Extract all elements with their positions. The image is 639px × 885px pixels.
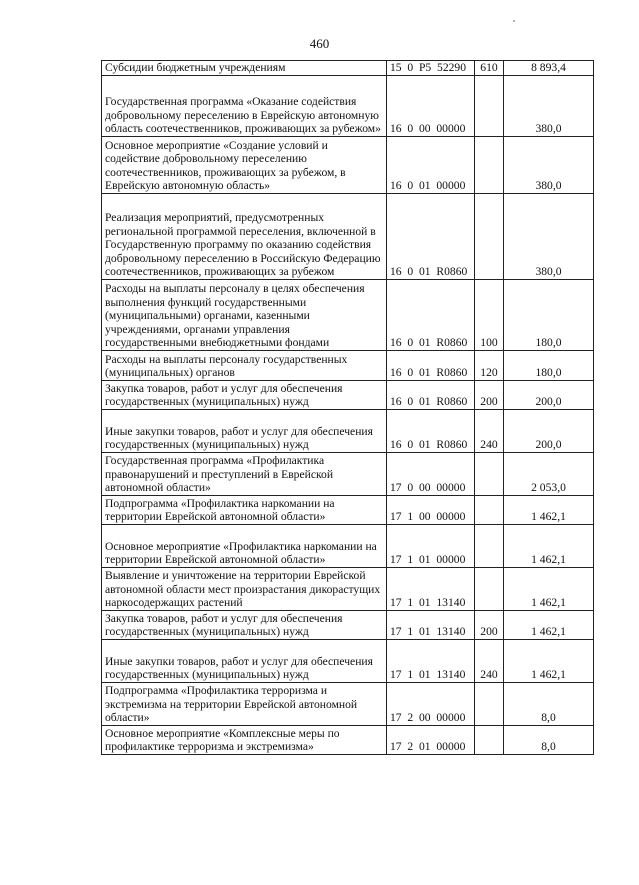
row-expense-type-cell: [475, 496, 504, 525]
row-name-cell: Иные закупки товаров, работ и услуг для обеспечения государственных (муниципальных) нужд: [102, 640, 387, 683]
row-sum-cell: 1 462,1: [504, 568, 594, 611]
row-sum-cell: 1 462,1: [504, 640, 594, 683]
scan-speck: [513, 20, 515, 22]
row-code-cell: 17 1 01 13140: [387, 611, 475, 640]
row-expense-type-cell: 240: [475, 640, 504, 683]
row-code-cell: 15 0 P5 52290: [387, 61, 475, 76]
row-name-cell: Субсидии бюджетным учреждениям: [102, 61, 387, 76]
row-code-cell: 17 2 00 00000: [387, 683, 475, 726]
table-row: [102, 410, 594, 453]
row-expense-type-cell: [475, 137, 504, 194]
row-expense-type-cell: 100: [475, 280, 504, 351]
row-code-cell: 16 0 01 R0860: [387, 351, 475, 381]
row-sum-cell: 8,0: [504, 726, 594, 755]
row-name-cell: Расходы на выплаты персоналу государственных (муниципальных) органов: [102, 351, 387, 381]
row-name-cell: Расходы на выплаты персоналу в целях обеспечения выполнения функций государственными (муниципальными) органами, казенными учреждениями, органами управления государственными внебюджетными фондами: [102, 280, 387, 351]
budget-table-body: [102, 61, 594, 755]
row-sum-cell: 2 053,0: [504, 453, 594, 496]
table-row: [102, 453, 594, 496]
row-expense-type-cell: [475, 76, 504, 137]
row-code-cell: 16 0 01 R0860: [387, 194, 475, 280]
table-row: [102, 280, 594, 351]
row-expense-type-cell: 200: [475, 611, 504, 640]
row-sum-cell: 1 462,1: [504, 611, 594, 640]
row-name-cell: Закупка товаров, работ и услуг для обеспечения государственных (муниципальных) нужд: [102, 381, 387, 410]
table-row: [102, 381, 594, 410]
row-code-cell: 17 1 01 13140: [387, 568, 475, 611]
row-sum-cell: 1 462,1: [504, 525, 594, 568]
row-code-cell: 17 0 00 00000: [387, 453, 475, 496]
row-code-cell: 17 1 00 00000: [387, 496, 475, 525]
row-expense-type-cell: [475, 453, 504, 496]
table-row: [102, 683, 594, 726]
budget-table: [101, 60, 594, 755]
page-number: 460: [309, 36, 330, 51]
row-name-cell: Реализация мероприятий, предусмотренных региональной программой переселения, включенной в Государственную программу по оказанию содействия добровольному переселению в Российскую Федерацию соотечественников, проживающих за рубежом: [102, 194, 387, 280]
table-row: [102, 640, 594, 683]
row-name-cell: Выявление и уничтожение на территории Еврейской автономной области мест произрастания дикорастущих наркосодержащих растений: [102, 568, 387, 611]
table-row: [102, 726, 594, 755]
table-row: [102, 76, 594, 137]
table-row: [102, 611, 594, 640]
table-row: [102, 61, 594, 76]
row-expense-type-cell: [475, 525, 504, 568]
row-sum-cell: 200,0: [504, 410, 594, 453]
row-code-cell: 16 0 01 R0860: [387, 280, 475, 351]
row-name-cell: Подпрограмма «Профилактика наркомании на территории Еврейской автономной области»: [102, 496, 387, 525]
row-sum-cell: 380,0: [504, 76, 594, 137]
row-expense-type-cell: [475, 194, 504, 280]
row-code-cell: 17 2 01 00000: [387, 726, 475, 755]
row-expense-type-cell: 610: [475, 61, 504, 76]
table-row: [102, 525, 594, 568]
row-code-cell: 17 1 01 13140: [387, 640, 475, 683]
row-expense-type-cell: [475, 683, 504, 726]
row-name-cell: Иные закупки товаров, работ и услуг для обеспечения государственных (муниципальных) нужд: [102, 410, 387, 453]
row-sum-cell: 8 893,4: [504, 61, 594, 76]
table-row: [102, 568, 594, 611]
row-name-cell: Закупка товаров, работ и услуг для обеспечения государственных (муниципальных) нужд: [102, 611, 387, 640]
table-row: [102, 194, 594, 280]
row-name-cell: Основное мероприятие «Профилактика наркомании на территории Еврейской автономной области»: [102, 525, 387, 568]
row-expense-type-cell: [475, 726, 504, 755]
row-sum-cell: 380,0: [504, 194, 594, 280]
row-sum-cell: 380,0: [504, 137, 594, 194]
row-expense-type-cell: 120: [475, 351, 504, 381]
table-row: [102, 351, 594, 381]
row-expense-type-cell: [475, 568, 504, 611]
row-name-cell: Основное мероприятие «Создание условий и содействие добровольному переселению соотечественников, проживающих за рубежом, в Еврейскую автономную область»: [102, 137, 387, 194]
row-sum-cell: 200,0: [504, 381, 594, 410]
row-sum-cell: 1 462,1: [504, 496, 594, 525]
table-row: [102, 496, 594, 525]
row-name-cell: Подпрограмма «Профилактика терроризма и экстремизма на территории Еврейской автономной области»: [102, 683, 387, 726]
row-sum-cell: 8,0: [504, 683, 594, 726]
row-sum-cell: 180,0: [504, 351, 594, 381]
row-code-cell: 16 0 01 00000: [387, 137, 475, 194]
row-name-cell: Государственная программа «Профилактика правонарушений и преступлений в Еврейской автономной области»: [102, 453, 387, 496]
row-expense-type-cell: 200: [475, 381, 504, 410]
row-expense-type-cell: 240: [475, 410, 504, 453]
row-code-cell: 16 0 01 R0860: [387, 410, 475, 453]
row-code-cell: 16 0 01 R0860: [387, 381, 475, 410]
row-code-cell: 16 0 00 00000: [387, 76, 475, 137]
row-name-cell: Основное мероприятие «Комплексные меры по профилактике терроризма и экстремизма»: [102, 726, 387, 755]
row-name-cell: Государственная программа «Оказание содействия добровольному переселению в Еврейскую автономную область соотечественников, проживающих за рубежом»: [102, 76, 387, 137]
row-code-cell: 17 1 01 00000: [387, 525, 475, 568]
table-row: [102, 137, 594, 194]
row-sum-cell: 180,0: [504, 280, 594, 351]
